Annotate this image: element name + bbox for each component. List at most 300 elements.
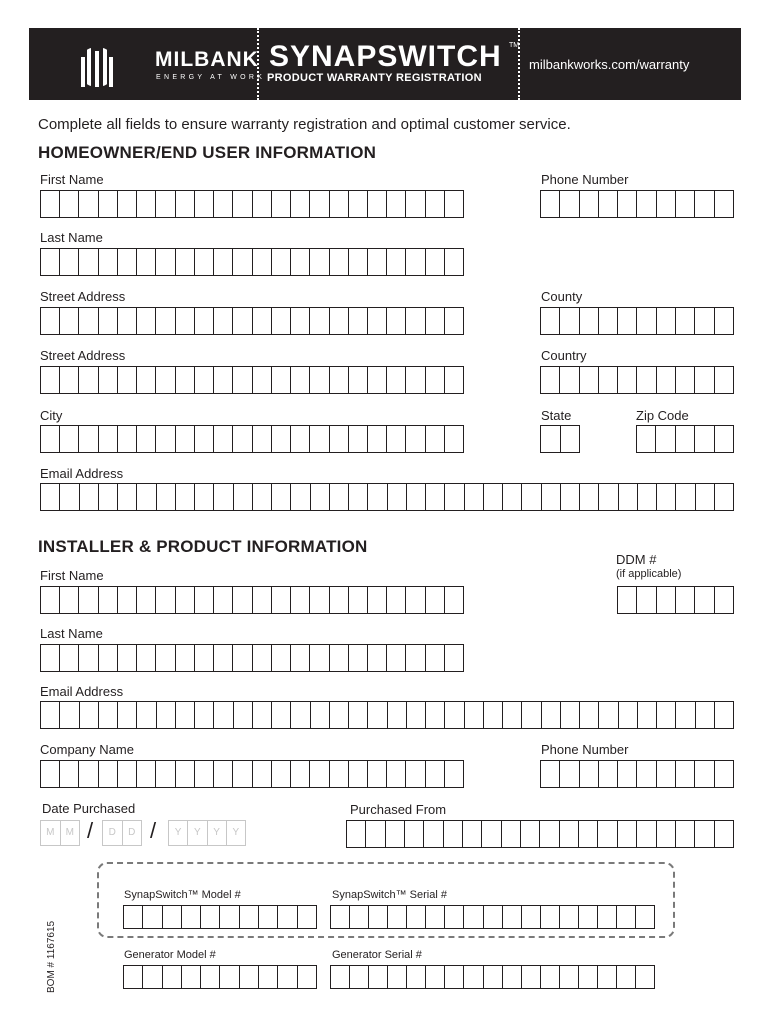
homeowner-email-field[interactable] (40, 483, 734, 511)
char-box[interactable] (272, 191, 291, 217)
char-box[interactable] (291, 367, 310, 393)
char-box[interactable] (310, 308, 329, 334)
char-box[interactable] (272, 702, 291, 728)
synapswitch-serial-field[interactable] (330, 905, 655, 929)
char-box[interactable] (330, 367, 349, 393)
char-box[interactable] (347, 821, 366, 847)
char-box[interactable] (657, 821, 676, 847)
char-box[interactable] (195, 191, 214, 217)
char-box[interactable] (426, 966, 445, 988)
char-box[interactable] (368, 367, 387, 393)
char-box[interactable] (253, 702, 272, 728)
char-box[interactable] (195, 249, 214, 275)
char-box[interactable] (156, 645, 175, 671)
char-box[interactable] (598, 966, 617, 988)
char-box[interactable] (124, 906, 143, 928)
char-box[interactable] (676, 191, 695, 217)
homeowner-last-name-field[interactable] (40, 248, 464, 276)
char-box[interactable] (715, 191, 733, 217)
char-box[interactable] (580, 484, 599, 510)
char-box[interactable] (99, 426, 118, 452)
char-box[interactable] (310, 426, 329, 452)
char-box[interactable] (253, 367, 272, 393)
char-box[interactable] (696, 484, 715, 510)
char-box[interactable] (503, 702, 522, 728)
char-box[interactable] (240, 906, 259, 928)
char-box[interactable] (233, 308, 252, 334)
installer-last-name-field[interactable] (40, 644, 464, 672)
char-box[interactable] (580, 702, 599, 728)
char-box[interactable] (201, 906, 220, 928)
char-box[interactable] (253, 426, 272, 452)
char-box[interactable] (388, 906, 407, 928)
char-box[interactable] (214, 702, 233, 728)
date-month-field[interactable] (40, 820, 80, 846)
char-box[interactable] (618, 821, 637, 847)
char-box[interactable] (657, 191, 676, 217)
char-box[interactable] (349, 367, 368, 393)
char-box[interactable] (349, 191, 368, 217)
char-box[interactable] (253, 191, 272, 217)
date-char-box[interactable]: Y (208, 821, 227, 845)
homeowner-city-field[interactable] (40, 425, 464, 453)
char-box[interactable] (426, 587, 445, 613)
char-box[interactable] (560, 761, 579, 787)
char-box[interactable] (156, 191, 175, 217)
char-box[interactable] (176, 702, 195, 728)
char-box[interactable] (234, 484, 253, 510)
char-box[interactable] (272, 426, 291, 452)
char-box[interactable] (233, 587, 252, 613)
char-box[interactable] (253, 587, 272, 613)
char-box[interactable] (387, 426, 406, 452)
char-box[interactable] (387, 308, 406, 334)
char-box[interactable] (176, 191, 195, 217)
char-box[interactable] (310, 645, 329, 671)
char-box[interactable] (330, 308, 349, 334)
char-box[interactable] (387, 645, 406, 671)
char-box[interactable] (618, 308, 637, 334)
homeowner-state-field[interactable] (540, 425, 580, 453)
char-box[interactable] (387, 367, 406, 393)
char-box[interactable] (695, 191, 714, 217)
char-box[interactable] (41, 761, 60, 787)
char-box[interactable] (349, 484, 368, 510)
char-box[interactable] (445, 966, 464, 988)
char-box[interactable] (503, 906, 522, 928)
char-box[interactable] (195, 426, 214, 452)
char-box[interactable] (137, 426, 156, 452)
char-box[interactable] (118, 702, 137, 728)
char-box[interactable] (253, 761, 272, 787)
char-box[interactable] (137, 702, 156, 728)
char-box[interactable] (426, 645, 445, 671)
warranty-website[interactable]: milbankworks.com/warranty (529, 57, 690, 72)
synapswitch-model-field[interactable] (123, 905, 317, 929)
char-box[interactable] (41, 367, 60, 393)
char-box[interactable] (406, 249, 425, 275)
char-box[interactable] (214, 645, 233, 671)
date-char-box[interactable]: D (128, 827, 136, 838)
char-box[interactable] (330, 702, 349, 728)
char-box[interactable] (118, 367, 137, 393)
char-box[interactable] (99, 249, 118, 275)
date-char-box[interactable]: M (41, 821, 61, 845)
char-box[interactable] (214, 191, 233, 217)
char-box[interactable] (176, 249, 195, 275)
char-box[interactable] (618, 587, 637, 613)
char-box[interactable] (124, 966, 143, 988)
char-box[interactable] (234, 702, 253, 728)
char-box[interactable] (156, 761, 175, 787)
char-box[interactable] (156, 249, 175, 275)
char-box[interactable] (484, 484, 503, 510)
char-box[interactable] (522, 966, 541, 988)
char-box[interactable] (79, 308, 98, 334)
homeowner-street-address-2-field[interactable] (40, 366, 464, 394)
char-box[interactable] (253, 484, 272, 510)
char-box[interactable] (386, 821, 405, 847)
char-box[interactable] (542, 702, 561, 728)
char-box[interactable] (80, 702, 99, 728)
char-box[interactable] (445, 367, 463, 393)
char-box[interactable] (637, 191, 656, 217)
char-box[interactable] (657, 761, 676, 787)
char-box[interactable] (99, 367, 118, 393)
char-box[interactable] (60, 761, 79, 787)
char-box[interactable] (617, 966, 636, 988)
char-box[interactable] (657, 587, 676, 613)
char-box[interactable] (41, 484, 60, 510)
char-box[interactable] (542, 484, 561, 510)
char-box[interactable] (599, 367, 618, 393)
char-box[interactable] (368, 249, 387, 275)
char-box[interactable] (41, 249, 60, 275)
char-box[interactable] (310, 367, 329, 393)
char-box[interactable] (580, 367, 599, 393)
char-box[interactable] (259, 906, 278, 928)
char-box[interactable] (464, 966, 483, 988)
char-box[interactable] (618, 367, 637, 393)
char-box[interactable] (695, 308, 714, 334)
char-box[interactable] (60, 702, 79, 728)
char-box[interactable] (79, 645, 98, 671)
char-box[interactable] (349, 587, 368, 613)
char-box[interactable] (233, 249, 252, 275)
char-box[interactable] (541, 966, 560, 988)
char-box[interactable] (118, 761, 137, 787)
char-box[interactable] (445, 906, 464, 928)
char-box[interactable] (310, 587, 329, 613)
char-box[interactable] (444, 821, 463, 847)
char-box[interactable] (176, 308, 195, 334)
char-box[interactable] (541, 308, 560, 334)
char-box[interactable] (636, 966, 654, 988)
char-box[interactable] (60, 191, 79, 217)
char-box[interactable] (541, 761, 560, 787)
char-box[interactable] (163, 906, 182, 928)
char-box[interactable] (330, 484, 349, 510)
char-box[interactable] (406, 367, 425, 393)
char-box[interactable] (715, 821, 733, 847)
char-box[interactable] (182, 906, 201, 928)
char-box[interactable] (330, 761, 349, 787)
char-box[interactable] (330, 587, 349, 613)
char-box[interactable] (599, 761, 618, 787)
char-box[interactable] (233, 645, 252, 671)
char-box[interactable] (579, 906, 598, 928)
installer-email-field[interactable] (40, 701, 734, 729)
char-box[interactable] (214, 367, 233, 393)
char-box[interactable] (637, 587, 656, 613)
char-box[interactable] (272, 249, 291, 275)
char-box[interactable] (79, 587, 98, 613)
char-box[interactable] (99, 702, 118, 728)
char-box[interactable] (368, 484, 387, 510)
char-box[interactable] (182, 966, 201, 988)
char-box[interactable] (41, 426, 60, 452)
char-box[interactable] (176, 587, 195, 613)
char-box[interactable] (561, 484, 580, 510)
char-box[interactable] (214, 484, 233, 510)
char-box[interactable] (330, 249, 349, 275)
char-box[interactable] (656, 426, 675, 452)
char-box[interactable] (445, 645, 463, 671)
char-box[interactable] (657, 308, 676, 334)
char-box[interactable] (368, 702, 387, 728)
char-box[interactable] (426, 191, 445, 217)
char-box[interactable] (560, 821, 579, 847)
char-box[interactable] (118, 426, 137, 452)
char-box[interactable] (291, 484, 310, 510)
char-box[interactable] (118, 308, 137, 334)
char-box[interactable] (598, 821, 617, 847)
homeowner-street-address-1-field[interactable] (40, 307, 464, 335)
char-box[interactable] (599, 702, 618, 728)
char-box[interactable] (99, 308, 118, 334)
char-box[interactable] (163, 966, 182, 988)
char-box[interactable] (695, 821, 714, 847)
char-box[interactable] (291, 761, 310, 787)
generator-model-field[interactable] (123, 965, 317, 989)
char-box[interactable] (406, 761, 425, 787)
char-box[interactable] (638, 484, 657, 510)
char-box[interactable] (637, 426, 656, 452)
char-box[interactable] (99, 587, 118, 613)
char-box[interactable] (233, 761, 252, 787)
char-box[interactable] (99, 191, 118, 217)
char-box[interactable] (482, 821, 501, 847)
char-box[interactable] (137, 645, 156, 671)
char-box[interactable] (195, 308, 214, 334)
char-box[interactable] (253, 308, 272, 334)
char-box[interactable] (406, 426, 425, 452)
char-box[interactable] (214, 249, 233, 275)
char-box[interactable] (291, 587, 310, 613)
char-box[interactable] (310, 191, 329, 217)
char-box[interactable] (349, 426, 368, 452)
char-box[interactable] (715, 702, 733, 728)
char-box[interactable] (60, 587, 79, 613)
char-box[interactable] (541, 367, 560, 393)
char-box[interactable] (464, 906, 483, 928)
installer-first-name-field[interactable] (40, 586, 464, 614)
char-box[interactable] (118, 249, 137, 275)
char-box[interactable] (387, 191, 406, 217)
char-box[interactable] (298, 906, 316, 928)
char-box[interactable] (240, 966, 259, 988)
char-box[interactable] (715, 367, 733, 393)
homeowner-country-field[interactable] (540, 366, 734, 394)
char-box[interactable] (298, 966, 316, 988)
char-box[interactable] (366, 821, 385, 847)
char-box[interactable] (387, 249, 406, 275)
char-box[interactable] (118, 645, 137, 671)
char-box[interactable] (406, 587, 425, 613)
char-box[interactable] (406, 645, 425, 671)
char-box[interactable] (599, 484, 618, 510)
char-box[interactable] (522, 702, 541, 728)
char-box[interactable] (331, 966, 350, 988)
char-box[interactable] (426, 308, 445, 334)
char-box[interactable] (406, 308, 425, 334)
char-box[interactable] (233, 367, 252, 393)
char-box[interactable] (137, 249, 156, 275)
char-box[interactable] (79, 191, 98, 217)
char-box[interactable] (560, 191, 579, 217)
char-box[interactable] (426, 702, 445, 728)
date-char-box[interactable]: Y (169, 821, 188, 845)
char-box[interactable] (349, 308, 368, 334)
char-box[interactable] (291, 645, 310, 671)
date-char-box[interactable]: Y (188, 821, 207, 845)
char-box[interactable] (426, 761, 445, 787)
char-box[interactable] (176, 484, 195, 510)
char-box[interactable] (561, 426, 580, 452)
char-box[interactable] (503, 484, 522, 510)
char-box[interactable] (291, 308, 310, 334)
char-box[interactable] (484, 906, 503, 928)
char-box[interactable] (676, 426, 695, 452)
char-box[interactable] (99, 645, 118, 671)
char-box[interactable] (561, 702, 580, 728)
char-box[interactable] (424, 821, 443, 847)
char-box[interactable] (387, 761, 406, 787)
char-box[interactable] (118, 484, 137, 510)
homeowner-zip-field[interactable] (636, 425, 734, 453)
char-box[interactable] (522, 484, 541, 510)
char-box[interactable] (368, 191, 387, 217)
char-box[interactable] (541, 191, 560, 217)
char-box[interactable] (676, 761, 695, 787)
char-box[interactable] (137, 191, 156, 217)
char-box[interactable] (156, 308, 175, 334)
char-box[interactable] (388, 702, 407, 728)
char-box[interactable] (195, 367, 214, 393)
char-box[interactable] (695, 426, 714, 452)
char-box[interactable] (465, 484, 484, 510)
char-box[interactable] (617, 906, 636, 928)
char-box[interactable] (503, 966, 522, 988)
char-box[interactable] (541, 426, 561, 452)
char-box[interactable] (79, 761, 98, 787)
char-box[interactable] (176, 761, 195, 787)
char-box[interactable] (696, 702, 715, 728)
char-box[interactable] (60, 367, 79, 393)
char-box[interactable] (407, 702, 426, 728)
char-box[interactable] (695, 761, 714, 787)
char-box[interactable] (41, 191, 60, 217)
char-box[interactable] (80, 484, 99, 510)
char-box[interactable] (657, 484, 676, 510)
char-box[interactable] (637, 821, 656, 847)
char-box[interactable] (156, 587, 175, 613)
char-box[interactable] (79, 249, 98, 275)
char-box[interactable] (291, 426, 310, 452)
char-box[interactable] (484, 702, 503, 728)
char-box[interactable] (195, 761, 214, 787)
date-char-box[interactable]: Y (232, 827, 240, 838)
char-box[interactable] (715, 308, 733, 334)
char-box[interactable] (311, 484, 330, 510)
char-box[interactable] (426, 367, 445, 393)
char-box[interactable] (676, 702, 695, 728)
char-box[interactable] (405, 821, 424, 847)
char-box[interactable] (715, 761, 733, 787)
char-box[interactable] (220, 966, 239, 988)
char-box[interactable] (636, 906, 654, 928)
date-char-box[interactable]: D (103, 821, 123, 845)
char-box[interactable] (579, 966, 598, 988)
char-box[interactable] (195, 645, 214, 671)
char-box[interactable] (522, 906, 541, 928)
char-box[interactable] (99, 761, 118, 787)
char-box[interactable] (676, 308, 695, 334)
char-box[interactable] (195, 484, 214, 510)
char-box[interactable] (214, 426, 233, 452)
char-box[interactable] (310, 249, 329, 275)
char-box[interactable] (445, 308, 463, 334)
char-box[interactable] (426, 426, 445, 452)
char-box[interactable] (278, 906, 297, 928)
char-box[interactable] (156, 367, 175, 393)
char-box[interactable] (463, 821, 482, 847)
char-box[interactable] (272, 484, 291, 510)
char-box[interactable] (291, 702, 310, 728)
char-box[interactable] (368, 587, 387, 613)
char-box[interactable] (291, 191, 310, 217)
homeowner-first-name-field[interactable] (40, 190, 464, 218)
char-box[interactable] (137, 587, 156, 613)
char-box[interactable] (349, 249, 368, 275)
char-box[interactable] (79, 367, 98, 393)
char-box[interactable] (445, 484, 464, 510)
char-box[interactable] (406, 191, 425, 217)
char-box[interactable] (176, 645, 195, 671)
char-box[interactable] (368, 761, 387, 787)
char-box[interactable] (137, 761, 156, 787)
char-box[interactable] (176, 367, 195, 393)
char-box[interactable] (388, 966, 407, 988)
char-box[interactable] (369, 906, 388, 928)
ddm-field[interactable] (617, 586, 734, 614)
char-box[interactable] (368, 308, 387, 334)
char-box[interactable] (349, 702, 368, 728)
char-box[interactable] (407, 484, 426, 510)
char-box[interactable] (79, 426, 98, 452)
char-box[interactable] (330, 191, 349, 217)
char-box[interactable] (143, 966, 162, 988)
